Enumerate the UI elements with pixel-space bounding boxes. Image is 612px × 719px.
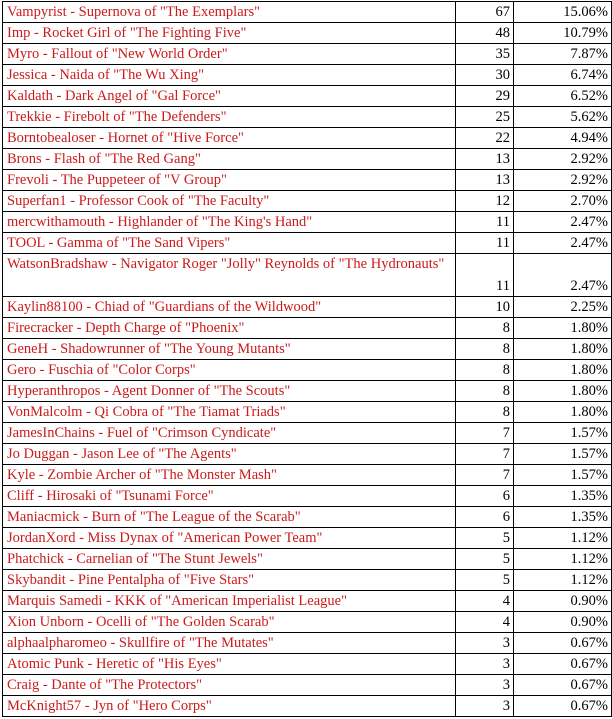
- vote-percent-cell: 2.70%: [514, 191, 612, 212]
- vote-percent-cell: 0.90%: [514, 612, 612, 633]
- vote-percent-cell: 1.80%: [514, 381, 612, 402]
- vote-percent-cell: 0.67%: [514, 654, 612, 675]
- entry-name-cell[interactable]: Kaldath - Dark Angel of "Gal Force": [3, 86, 456, 107]
- entry-name-cell[interactable]: Kyle - Zombie Archer of "The Monster Mash": [3, 465, 456, 486]
- vote-percent-cell: 2.92%: [514, 149, 612, 170]
- vote-percent-cell: 6.74%: [514, 65, 612, 86]
- entry-name-cell[interactable]: Trekkie - Firebolt of "The Defenders": [3, 107, 456, 128]
- table-row: [3, 318, 612, 339]
- vote-percent-cell: 0.67%: [514, 696, 612, 717]
- vote-percent-cell: 1.12%: [514, 549, 612, 570]
- vote-count-cell: 8: [456, 360, 514, 381]
- vote-percent-cell: 1.12%: [514, 570, 612, 591]
- vote-count-cell: 13: [456, 149, 514, 170]
- entry-name-cell[interactable]: WatsonBradshaw - Navigator Roger "Jolly" Reynolds of "The Hydronauts": [3, 254, 456, 297]
- vote-count-cell: 7: [456, 444, 514, 465]
- vote-percent-cell: 0.67%: [514, 633, 612, 654]
- vote-count-cell: 22: [456, 128, 514, 149]
- entry-name-cell[interactable]: Atomic Punk - Heretic of "His Eyes": [3, 654, 456, 675]
- vote-percent-cell: 1.80%: [514, 360, 612, 381]
- table-row: [3, 23, 612, 44]
- entry-name-cell[interactable]: GeneH - Shadowrunner of "The Young Mutants": [3, 339, 456, 360]
- results-table: [2, 1, 612, 717]
- vote-count-cell: 3: [456, 654, 514, 675]
- table-row: [3, 212, 612, 233]
- entry-name-cell[interactable]: Myro - Fallout of "New World Order": [3, 44, 456, 65]
- vote-count-cell: 6: [456, 486, 514, 507]
- entry-name-cell[interactable]: Craig - Dante of "The Protectors": [3, 675, 456, 696]
- vote-count-cell: 29: [456, 86, 514, 107]
- vote-count-cell: 11: [456, 254, 514, 297]
- vote-count-cell: 12: [456, 191, 514, 212]
- vote-percent-cell: 1.57%: [514, 444, 612, 465]
- results-table-body: [3, 2, 612, 717]
- entry-name-cell[interactable]: Phatchick - Carnelian of "The Stunt Jewels": [3, 549, 456, 570]
- vote-percent-cell: 1.57%: [514, 465, 612, 486]
- vote-count-cell: 7: [456, 465, 514, 486]
- vote-percent-cell: 1.57%: [514, 423, 612, 444]
- vote-percent-cell: 1.12%: [514, 528, 612, 549]
- entry-name-cell[interactable]: Hyperanthropos - Agent Donner of "The Scouts": [3, 381, 456, 402]
- entry-name-cell[interactable]: Xion Unborn - Ocelli of "The Golden Scarab": [3, 612, 456, 633]
- table-row: [3, 149, 612, 170]
- vote-percent-cell: 6.52%: [514, 86, 612, 107]
- vote-percent-cell: 1.35%: [514, 507, 612, 528]
- table-row: [3, 444, 612, 465]
- vote-percent-cell: 10.79%: [514, 23, 612, 44]
- entry-name-cell[interactable]: Borntobealoser - Hornet of "Hive Force": [3, 128, 456, 149]
- vote-count-cell: 30: [456, 65, 514, 86]
- table-row: [3, 591, 612, 612]
- vote-count-cell: 11: [456, 233, 514, 254]
- vote-count-cell: 7: [456, 423, 514, 444]
- table-row: [3, 654, 612, 675]
- vote-count-cell: 6: [456, 507, 514, 528]
- table-row: [3, 107, 612, 128]
- vote-percent-cell: 1.80%: [514, 318, 612, 339]
- entry-name-cell[interactable]: TOOL - Gamma of "The Sand Vipers": [3, 233, 456, 254]
- vote-percent-cell: 2.47%: [514, 212, 612, 233]
- table-row: [3, 381, 612, 402]
- table-row: [3, 486, 612, 507]
- table-row: [3, 233, 612, 254]
- entry-name-cell[interactable]: Gero - Fuschia of "Color Corps": [3, 360, 456, 381]
- table-row: [3, 2, 612, 23]
- entry-name-cell[interactable]: Kaylin88100 - Chiad of "Guardians of the Wildwood": [3, 297, 456, 318]
- vote-count-cell: 8: [456, 339, 514, 360]
- table-row: [3, 128, 612, 149]
- vote-count-cell: 10: [456, 297, 514, 318]
- vote-count-cell: 4: [456, 591, 514, 612]
- vote-percent-cell: 2.47%: [514, 233, 612, 254]
- entry-name-cell[interactable]: Frevoli - The Puppeteer of "V Group": [3, 170, 456, 191]
- vote-count-cell: 3: [456, 675, 514, 696]
- table-row: [3, 612, 612, 633]
- vote-percent-cell: 1.35%: [514, 486, 612, 507]
- table-row: [3, 191, 612, 212]
- vote-count-cell: 8: [456, 381, 514, 402]
- entry-name-cell[interactable]: mercwithamouth - Highlander of "The King's Hand": [3, 212, 456, 233]
- vote-count-cell: 5: [456, 549, 514, 570]
- vote-count-cell: 8: [456, 402, 514, 423]
- entry-name-cell[interactable]: JordanXord - Miss Dynax of "American Power Team": [3, 528, 456, 549]
- table-row: [3, 254, 612, 297]
- vote-percent-cell: 4.94%: [514, 128, 612, 149]
- vote-percent-cell: 2.92%: [514, 170, 612, 191]
- vote-percent-cell: 2.25%: [514, 297, 612, 318]
- vote-count-cell: 25: [456, 107, 514, 128]
- table-row: [3, 507, 612, 528]
- entry-name-cell[interactable]: Vampyrist - Supernova of "The Exemplars": [3, 2, 456, 23]
- vote-count-cell: 3: [456, 696, 514, 717]
- vote-count-cell: 8: [456, 318, 514, 339]
- entry-name-cell[interactable]: alphaalpharomeo - Skullfire of "The Mutates": [3, 633, 456, 654]
- entry-name-cell[interactable]: JamesInChains - Fuel of "Crimson Cyndicate": [3, 423, 456, 444]
- table-row: [3, 65, 612, 86]
- vote-percent-cell: 1.80%: [514, 402, 612, 423]
- vote-percent-cell: 0.67%: [514, 675, 612, 696]
- table-row: [3, 423, 612, 444]
- table-row: [3, 402, 612, 423]
- entry-name-cell[interactable]: Jo Duggan - Jason Lee of "The Agents": [3, 444, 456, 465]
- vote-count-cell: 5: [456, 528, 514, 549]
- table-row: [3, 633, 612, 654]
- entry-name-cell[interactable]: Jessica - Naida of "The Wu Xing": [3, 65, 456, 86]
- table-row: [3, 297, 612, 318]
- vote-percent-cell: 7.87%: [514, 44, 612, 65]
- vote-percent-cell: 2.47%: [514, 254, 612, 297]
- vote-count-cell: 5: [456, 570, 514, 591]
- table-row: [3, 528, 612, 549]
- entry-name-cell[interactable]: Cliff - Hirosaki of "Tsunami Force": [3, 486, 456, 507]
- entry-name-cell[interactable]: Imp - Rocket Girl of "The Fighting Five": [3, 23, 456, 44]
- vote-count-cell: 13: [456, 170, 514, 191]
- entry-name-cell[interactable]: VonMalcolm - Qi Cobra of "The Tiamat Triads": [3, 402, 456, 423]
- vote-count-cell: 35: [456, 44, 514, 65]
- vote-percent-cell: 15.06%: [514, 2, 612, 23]
- table-row: [3, 170, 612, 191]
- vote-count-cell: 3: [456, 633, 514, 654]
- entry-name-cell[interactable]: Marquis Samedi - KKK of "American Imperialist League": [3, 591, 456, 612]
- table-row: [3, 675, 612, 696]
- entry-name-cell[interactable]: Brons - Flash of "The Red Gang": [3, 149, 456, 170]
- vote-percent-cell: 5.62%: [514, 107, 612, 128]
- vote-percent-cell: 0.90%: [514, 591, 612, 612]
- table-row: [3, 549, 612, 570]
- vote-count-cell: 4: [456, 612, 514, 633]
- entry-name-cell[interactable]: Maniacmick - Burn of "The League of the Scarab": [3, 507, 456, 528]
- table-row: [3, 86, 612, 107]
- vote-percent-cell: 1.80%: [514, 339, 612, 360]
- table-row: [3, 465, 612, 486]
- table-row: [3, 696, 612, 717]
- table-row: [3, 570, 612, 591]
- table-row: [3, 44, 612, 65]
- entry-name-cell[interactable]: Firecracker - Depth Charge of "Phoenix": [3, 318, 456, 339]
- table-row: [3, 339, 612, 360]
- vote-count-cell: 67: [456, 2, 514, 23]
- table-row: [3, 360, 612, 381]
- entry-name-cell[interactable]: Skybandit - Pine Pentalpha of "Five Stars": [3, 570, 456, 591]
- entry-name-cell[interactable]: McKnight57 - Jyn of "Hero Corps": [3, 696, 456, 717]
- entry-name-cell[interactable]: Superfan1 - Professor Cook of "The Faculty": [3, 191, 456, 212]
- vote-count-cell: 11: [456, 212, 514, 233]
- vote-count-cell: 48: [456, 23, 514, 44]
